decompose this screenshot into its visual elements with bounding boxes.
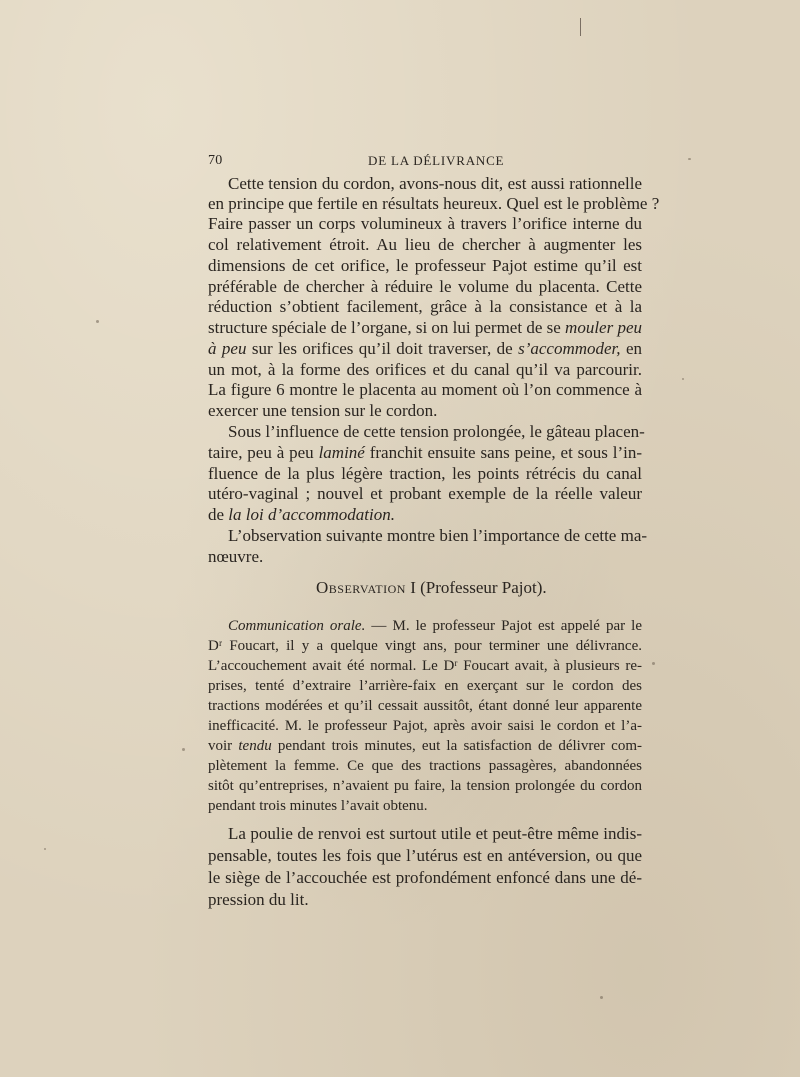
- text-line: le siège de l’accouchée est profondément enfoncé dans une dé-: [208, 868, 642, 887]
- text-line: préférable de chercher à réduire le volume du placenta. Cette: [208, 277, 642, 296]
- text-line: en principe que fertile en résultats heureux. Quel est le problème ?: [208, 194, 660, 213]
- text-line: prises, tenté d’extraire l’arrière-faix en exerçant sur le cordon des: [208, 678, 642, 694]
- observation-heading: [316, 578, 547, 598]
- text-line: pensable, toutes les fois que l’utérus est en antéversion, ou que: [208, 846, 642, 865]
- text-line: fluence de la plus légère traction, les points rétrécis du canal: [208, 464, 642, 483]
- text-line: Faire passer un corps volumineux à travers l’orifice interne du: [208, 214, 642, 233]
- page-corner-mark: [580, 18, 581, 36]
- text-line: sitôt qu’entreprises, n’avaient pu faire, la tension prolongée du cordon: [208, 778, 642, 794]
- text-run: — M. le professeur Pajot est appelé par le: [371, 618, 642, 634]
- paper-speck: [44, 848, 46, 850]
- text-run: en: [625, 339, 643, 358]
- text-line: [208, 339, 642, 359]
- text-line: dimensions de cet orifice, le professeur Pajot estime qu’il est: [208, 256, 642, 275]
- heading-rest: I (Professeur Pajot).: [410, 578, 547, 597]
- text-line: exercer une tension sur le cordon.: [208, 401, 438, 420]
- paper-speck: [688, 158, 691, 160]
- paper-speck: [682, 378, 684, 380]
- text-line: [208, 505, 642, 525]
- text-line: réduction s’obtient facilement, grâce à la consistance et à la: [208, 297, 642, 316]
- text-line: [208, 443, 642, 463]
- text-line: L’accouchement avait été normal. Le Dʳ Foucart avait, à plusieurs re-: [208, 658, 642, 674]
- text-line: pendant trois minutes l’avait obtenu.: [208, 798, 428, 814]
- paper-speck: [96, 320, 99, 323]
- text-line: tractions modérées et qu’il cessait aussitôt, étant donné leur apparente: [208, 698, 642, 714]
- text-line: La figure 6 montre le placenta au moment où l’on commence à: [208, 380, 642, 399]
- text-line: [228, 617, 642, 636]
- heading-small-caps: Observation: [316, 578, 406, 597]
- text-line: nœuvre.: [208, 547, 264, 566]
- text-line: La poulie de renvoi est surtout utile et peut-être même indis-: [228, 824, 642, 843]
- text-line: Dʳ Foucart, il y a quelque vingt ans, pour terminer une délivrance.: [208, 638, 642, 654]
- paper-speck: [182, 748, 185, 751]
- text-line: plètement la femme. Ce que des tractions passagères, abandonnées: [208, 758, 642, 774]
- text-run: taire, peu à peu: [208, 443, 314, 462]
- text-line: pression du lit.: [208, 890, 309, 909]
- text-run: sur les orifices qu’il doit traverser, de: [251, 339, 513, 358]
- italic-term: laminé: [318, 443, 365, 462]
- text-line: inefficacité. M. le professeur Pajot, après avoir saisi le cordon et l’a-: [208, 718, 642, 734]
- text-run: pendant trois minutes, eut la satisfaction de délivrer com-: [277, 738, 642, 754]
- text-line: utéro-vaginal ; nouvel et probant exemple de la réelle valeur: [208, 484, 642, 503]
- text-run: structure spéciale de l’organe, si on lui permet de se: [208, 318, 561, 337]
- italic-term: la loi d’accommodation.: [228, 505, 395, 524]
- running-head: [208, 153, 640, 171]
- italic-term: à peu: [208, 339, 247, 358]
- text-run: franchit ensuite sans peine, et sous l’in-: [369, 443, 643, 462]
- text-line: L’observation suivante montre bien l’importance de cette ma-: [228, 526, 648, 545]
- paper-speck: [600, 996, 603, 999]
- text-line: Sous l’influence de cette tension prolongée, le gâteau placen-: [228, 422, 645, 441]
- text-run: voir: [208, 738, 233, 754]
- running-title: DE LA DÉLIVRANCE: [368, 153, 505, 168]
- paper-speck: [652, 662, 655, 665]
- text-line: [208, 318, 642, 338]
- italic-term: tendu: [238, 738, 272, 754]
- italic-term: Communication orale.: [228, 618, 366, 634]
- italic-term: mouler peu: [565, 318, 643, 337]
- italic-term: s’accommoder,: [518, 339, 621, 358]
- text-line: un mot, à la forme des orifices et du canal qu’il va parcourir.: [208, 360, 642, 379]
- text-line: Cette tension du cordon, avons-nous dit, est aussi rationnelle: [228, 174, 642, 193]
- text-line: col relativement étroit. Au lieu de chercher à augmenter les: [208, 235, 642, 254]
- text-run: de: [208, 505, 225, 524]
- page-number: 70: [208, 153, 223, 168]
- text-line: [208, 737, 642, 756]
